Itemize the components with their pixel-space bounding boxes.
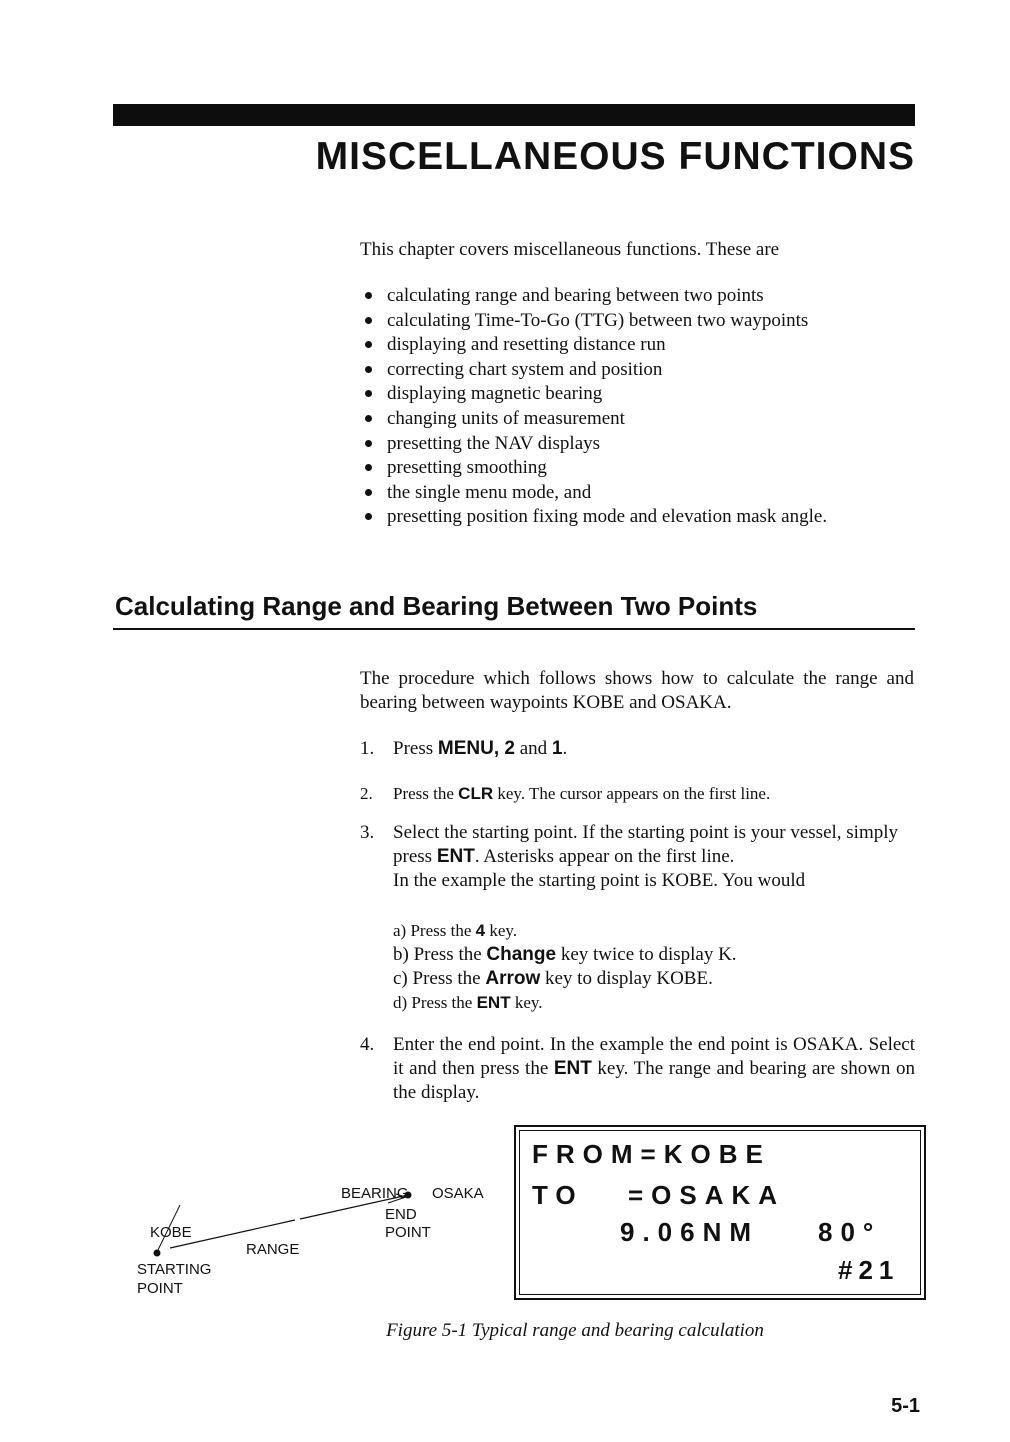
step-text: . [562,738,568,759]
key-name: 1 [551,738,563,759]
starting-point-label: POINT [137,1280,183,1297]
step-text: . Asterisks appear on the first line. [474,846,735,867]
step-1 [360,737,915,761]
osaka-label: OSAKA [432,1185,484,1202]
end-label: END [385,1206,417,1223]
figure-caption: Figure 5-1 Typical range and bearing calculation [386,1320,764,1341]
kobe-label: KOBE [150,1224,192,1241]
end-point-label: POINT [385,1224,431,1241]
display-range: 9.06NM [620,1217,760,1247]
procedure-intro: The procedure which follows shows how to calculate the range and bearing between waypoints KOBE and OSAKA. [360,668,914,713]
step-number: 2. [360,784,373,803]
substep-a [393,919,913,943]
substep-c [393,967,913,991]
step-text: key twice to display K. [556,944,737,965]
display-to-label: TO [532,1180,584,1210]
step-text: d) Press the [393,993,477,1012]
key-name: Change [486,944,557,965]
key-name: Arrow [485,968,541,989]
step-number: 4. [360,1034,375,1055]
key-name: MENU, 2 [437,738,515,759]
substep-d [393,991,913,1015]
step-number: 3. [360,822,375,843]
list-item: presetting position fixing mode and elevation mask angle. [362,505,922,530]
list-item: calculating Time-To-Go (TTG) between two waypoints [362,309,922,334]
section-divider [113,628,915,630]
step-text: key to display KOBE. [540,968,713,989]
lcd-screen [519,1130,921,1295]
step-text: key. [485,921,518,940]
starting-label: STARTING [137,1261,212,1278]
list-item: changing units of measurement [362,407,922,432]
section-title: Calculating Range and Bearing Between Two Points [115,591,758,621]
list-item: calculating range and bearing between two points [362,284,922,309]
step-text: Enter the end point. In the example the end point is OSAKA. Select it and then press the [393,1034,915,1079]
intro-text: This chapter covers miscellaneous functions. These are [360,239,780,260]
key-name: CLR [458,784,494,803]
step-text: key. The cursor appears on the first line. [493,784,771,803]
display-screen-number: #21 [838,1255,900,1285]
step-text: In the example the starting point is KOBE. You would [393,870,806,891]
list-item: correcting chart system and position [362,358,922,383]
step-number: 1. [360,738,375,759]
chapter-title: MISCELLANEOUS FUNCTIONS [315,135,915,178]
step-text: b) Press the [393,944,487,965]
step-text: a) Press the [393,921,476,940]
list-item: presetting smoothing [362,456,922,481]
step-text: key. The range and bearing are shown on the display. [393,1058,915,1103]
key-name: ENT [436,846,475,867]
list-item: presetting the NAV displays [362,432,922,457]
start-point-marker [154,1250,161,1257]
step-text: Select the starting point. If the starting point is your vessel, simply press [393,822,899,867]
step-4 [360,1033,915,1105]
list-item: displaying magnetic bearing [362,382,922,407]
display-bearing: 80° [818,1217,882,1247]
step-2 [360,782,915,806]
step-text: key. [510,993,543,1012]
chapter-header-bar [113,104,915,126]
key-name: ENT [553,1058,592,1079]
substep-b [393,943,913,967]
list-item: the single menu mode, and [362,481,922,506]
step-3 [360,821,915,893]
key-name: ENT [476,993,511,1012]
display-to-value: =OSAKA [628,1180,786,1210]
display-from-line: FROM=KOBE [532,1139,771,1169]
step-text: Press the [393,784,459,803]
list-item: displaying and resetting distance run [362,333,922,358]
bearing-label: BEARING [341,1185,409,1202]
step-text: Press [393,738,438,759]
lcd-display [514,1125,926,1300]
range-label: RANGE [246,1241,300,1258]
key-name: 4 [475,921,486,940]
step-text: and [514,738,552,759]
page-number: 5-1 [891,1395,920,1417]
function-list [362,284,922,530]
step-text: c) Press the [393,968,486,989]
